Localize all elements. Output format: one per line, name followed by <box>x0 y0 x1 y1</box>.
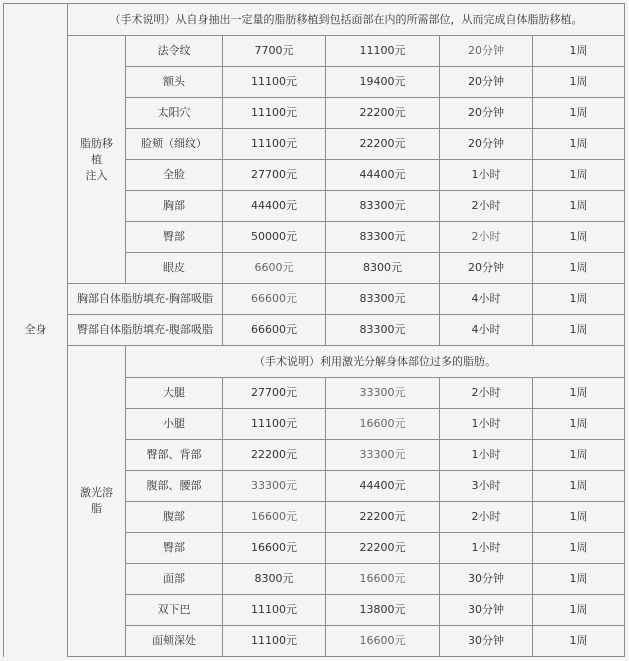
duration-cell: 1小时 <box>440 440 533 471</box>
price-low-cell: 50000元 <box>223 222 326 253</box>
recovery-cell: 1周 <box>533 595 625 626</box>
recovery-cell: 1周 <box>533 564 625 595</box>
price-low-cell: 11100元 <box>223 98 326 129</box>
part-cell: 太阳穴 <box>126 98 223 129</box>
price-high-cell: 22200元 <box>326 129 440 160</box>
duration-cell: 30分钟 <box>440 564 533 595</box>
recovery-cell: 1周 <box>533 409 625 440</box>
price-high-cell: 13800元 <box>326 595 440 626</box>
recovery-cell: 1周 <box>533 284 625 315</box>
duration-cell: 20分钟 <box>440 129 533 160</box>
price-high-cell: 16600元 <box>326 626 440 657</box>
duration-cell: 20分钟 <box>440 253 533 284</box>
recovery-cell: 1周 <box>533 160 625 191</box>
price-low-cell: 7700元 <box>223 36 326 67</box>
category-line: 脂 <box>91 502 102 515</box>
price-low-cell: 66600元 <box>223 284 326 315</box>
price-low-cell: 16600元 <box>223 502 326 533</box>
duration-cell: 2小时 <box>440 378 533 409</box>
combo-part-cell: 臀部自体脂肪填充-腹部吸脂 <box>68 315 223 346</box>
duration-cell: 20分钟 <box>440 67 533 98</box>
price-high-cell: 83300元 <box>326 191 440 222</box>
table-row <box>4 284 625 315</box>
price-high-cell: 83300元 <box>326 315 440 346</box>
part-cell: 面颊深处 <box>126 626 223 657</box>
part-cell: 眼皮 <box>126 253 223 284</box>
recovery-cell: 1周 <box>533 378 625 409</box>
duration-cell: 1小时 <box>440 533 533 564</box>
duration-cell: 30分钟 <box>440 626 533 657</box>
price-low-cell: 16600元 <box>223 533 326 564</box>
price-high-cell: 16600元 <box>326 409 440 440</box>
price-low-cell: 8300元 <box>223 564 326 595</box>
part-cell: 大腿 <box>126 378 223 409</box>
duration-cell: 3小时 <box>440 471 533 502</box>
duration-cell: 30分钟 <box>440 595 533 626</box>
category-line: 注入 <box>85 168 108 182</box>
price-low-cell: 27700元 <box>223 160 326 191</box>
price-low-cell: 6600元 <box>223 253 326 284</box>
recovery-cell: 1周 <box>533 502 625 533</box>
category-cell-laser-lipolysis <box>68 346 126 657</box>
recovery-cell: 1周 <box>533 315 625 346</box>
recovery-cell: 1周 <box>533 626 625 657</box>
part-cell: 臀部、背部 <box>126 440 223 471</box>
recovery-cell: 1周 <box>533 191 625 222</box>
duration-cell: 1小时 <box>440 409 533 440</box>
part-cell: 腹部、腰部 <box>126 471 223 502</box>
duration-cell: 2小时 <box>440 502 533 533</box>
duration-cell: 4小时 <box>440 284 533 315</box>
part-cell: 全脸 <box>126 160 223 191</box>
price-low-cell: 11100元 <box>223 626 326 657</box>
part-cell: 胸部 <box>126 191 223 222</box>
part-cell: 额头 <box>126 67 223 98</box>
duration-cell: 4小时 <box>440 315 533 346</box>
price-low-cell: 33300元 <box>223 471 326 502</box>
price-low-cell: 11100元 <box>223 67 326 98</box>
price-high-cell: 22200元 <box>326 533 440 564</box>
price-high-cell: 33300元 <box>326 378 440 409</box>
section-description: （手术说明）利用激光分解身体部位过多的脂肪。 <box>126 346 625 378</box>
recovery-cell: 1周 <box>533 471 625 502</box>
duration-cell: 1小时 <box>440 160 533 191</box>
price-high-cell: 11100元 <box>326 36 440 67</box>
price-low-cell: 11100元 <box>223 595 326 626</box>
table-row <box>4 36 625 67</box>
recovery-cell: 1周 <box>533 222 625 253</box>
recovery-cell: 1周 <box>533 129 625 160</box>
price-table-container <box>3 3 625 657</box>
price-high-cell: 33300元 <box>326 440 440 471</box>
table-row <box>4 315 625 346</box>
category-line: 植 <box>91 152 102 166</box>
price-high-cell: 22200元 <box>326 502 440 533</box>
price-high-cell: 19400元 <box>326 67 440 98</box>
category-line: 激光溶 <box>80 486 113 499</box>
section-description: （手术说明）从自身抽出一定量的脂肪移植到包括面部在内的所需部位，从而完成自体脂肪移植。 <box>68 4 625 36</box>
category-cell-fat-transfer <box>68 36 126 284</box>
price-table <box>3 3 625 657</box>
recovery-cell: 1周 <box>533 440 625 471</box>
part-cell: 臀部 <box>126 533 223 564</box>
table-row <box>4 346 625 378</box>
duration-cell: 2小时 <box>440 191 533 222</box>
part-cell: 面部 <box>126 564 223 595</box>
price-low-cell: 27700元 <box>223 378 326 409</box>
part-cell: 法令纹 <box>126 36 223 67</box>
part-cell: 臀部 <box>126 222 223 253</box>
table-row <box>4 4 625 36</box>
combo-part-cell: 胸部自体脂肪填充-胸部吸脂 <box>68 284 223 315</box>
price-low-cell: 22200元 <box>223 440 326 471</box>
recovery-cell: 1周 <box>533 67 625 98</box>
duration-cell: 2小时 <box>440 222 533 253</box>
recovery-cell: 1周 <box>533 533 625 564</box>
price-low-cell: 44400元 <box>223 191 326 222</box>
recovery-cell: 1周 <box>533 36 625 67</box>
price-high-cell: 8300元 <box>326 253 440 284</box>
price-high-cell: 22200元 <box>326 98 440 129</box>
recovery-cell: 1周 <box>533 98 625 129</box>
price-high-cell: 83300元 <box>326 284 440 315</box>
part-cell: 小腿 <box>126 409 223 440</box>
price-high-cell: 44400元 <box>326 471 440 502</box>
price-low-cell: 11100元 <box>223 409 326 440</box>
category-line: 脂肪移 <box>80 136 113 150</box>
part-cell: 双下巴 <box>126 595 223 626</box>
price-high-cell: 83300元 <box>326 222 440 253</box>
duration-cell: 20分钟 <box>440 98 533 129</box>
part-cell: 脸颊（细纹） <box>126 129 223 160</box>
price-low-cell: 66600元 <box>223 315 326 346</box>
price-high-cell: 44400元 <box>326 160 440 191</box>
price-low-cell: 11100元 <box>223 129 326 160</box>
duration-cell: 20分钟 <box>440 36 533 67</box>
price-high-cell: 16600元 <box>326 564 440 595</box>
part-cell: 腹部 <box>126 502 223 533</box>
recovery-cell: 1周 <box>533 253 625 284</box>
region-cell: 全身 <box>4 4 68 657</box>
